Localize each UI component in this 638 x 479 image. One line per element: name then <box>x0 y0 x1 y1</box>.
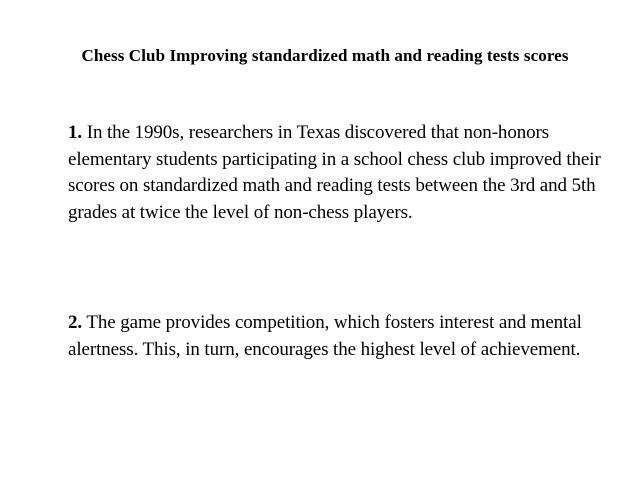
point-2-text: The game provides competition, which fosters interest and mental alertness. This, in turn, encourages the highest level of achievement. <box>68 312 582 360</box>
point-1-number: 1. <box>68 122 83 143</box>
point-2 <box>68 310 608 363</box>
point-2-number: 2. <box>68 312 83 333</box>
point-1 <box>68 120 608 226</box>
point-1-text: In the 1990s, researchers in Texas discovered that non-honors elementary students participating in a school chess club improved their scores on standardized math and reading tests between the 3rd and 5th grades at twice the level of non-chess players. <box>68 122 601 223</box>
slide-title: Chess Club Improving standardized math and reading tests scores <box>81 46 569 65</box>
